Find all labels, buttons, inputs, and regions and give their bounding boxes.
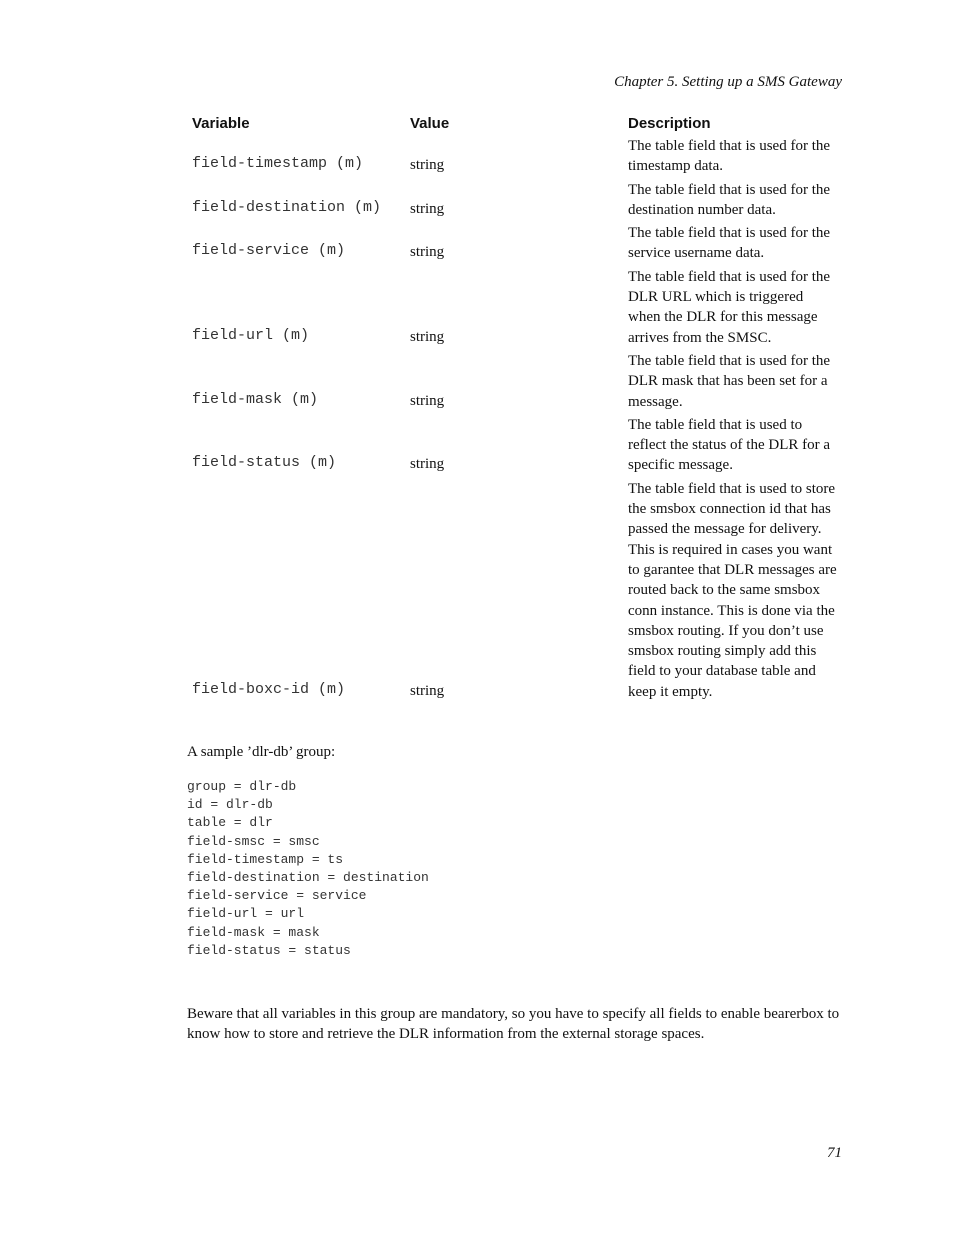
sample-config-code: group = dlr-db id = dlr-db table = dlr field-smsc = smsc field-timestamp = ts field-destination = destination field-service = service field-url = url field-mask = mask field-status = status — [187, 779, 429, 958]
variable-description: The table field that is used for the timestamp data. — [628, 138, 831, 175]
sample-intro: A sample ’dlr-db’ group: — [187, 744, 336, 760]
column-header-value: Value — [410, 115, 450, 132]
variable-value: string — [410, 392, 445, 409]
variable-name: field-service (m) — [192, 242, 346, 260]
table-row — [187, 179, 843, 223]
column-header-description: Description — [628, 115, 711, 132]
variable-description: The table field that is used for the DLR URL which is triggered when the DLR for this message arrives from the SMSC. — [628, 268, 831, 346]
variables-table — [187, 112, 843, 704]
table-row — [187, 350, 843, 414]
table-row — [187, 414, 843, 478]
variable-description: The table field that is used for the destination number data. — [628, 181, 831, 218]
variable-value: string — [410, 157, 445, 174]
variable-description: The table field that is used to reflect the status of the DLR for a specific message. — [628, 416, 831, 474]
variable-value: string — [410, 682, 445, 699]
page-number: 71 — [827, 1145, 842, 1161]
table-row — [187, 266, 843, 350]
variable-name: field-mask (m) — [192, 390, 319, 408]
variable-name: field-destination (m) — [192, 198, 382, 216]
running-header: Chapter 5. Setting up a SMS Gateway — [614, 74, 842, 90]
variable-description: The table field that is used to store the smsbox connection id that has passed the message for delivery. This is required in cases you want to garantee that DLR messages are routed back to the same smsbox conn instance. This is done via the smsbox routing. If you don’t use smsbox routing simply add this field to your database table and keep it empty. — [628, 480, 837, 700]
variable-value: string — [410, 244, 445, 261]
table-row — [187, 222, 843, 266]
table-header-row — [187, 112, 843, 135]
mandatory-note: Beware that all variables in this group are mandatory, so you have to specify all fields to enable bearerbox to know how to store and retrieve the DLR information from the external storage spaces. — [187, 1006, 840, 1043]
variable-value: string — [410, 456, 445, 473]
variable-name: field-url (m) — [192, 326, 310, 344]
variable-name: field-boxc-id (m) — [192, 680, 346, 698]
variable-name: field-status (m) — [192, 454, 337, 472]
table-row — [187, 135, 843, 179]
variable-value: string — [410, 328, 445, 345]
variable-description: The table field that is used for the DLR mask that has been set for a message. — [628, 352, 831, 410]
column-header-variable: Variable — [192, 115, 250, 132]
variable-description: The table field that is used for the service username data. — [628, 225, 831, 262]
variable-name: field-timestamp (m) — [192, 155, 364, 173]
table-row — [187, 478, 843, 704]
variable-value: string — [410, 200, 445, 217]
